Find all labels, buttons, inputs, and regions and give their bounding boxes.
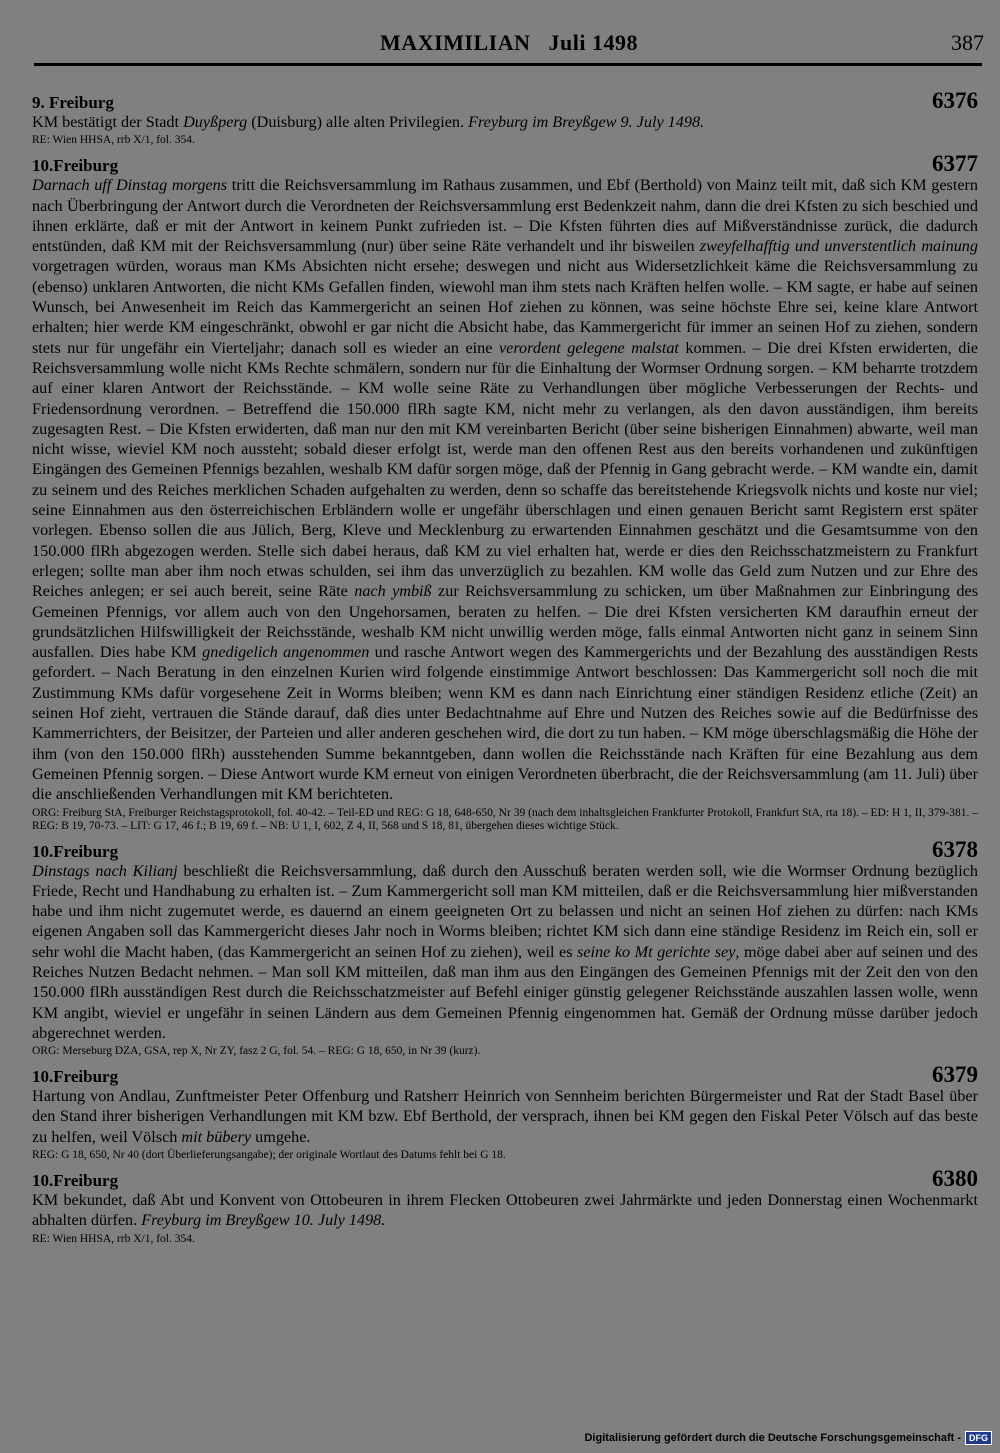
entry-source-note: REG: G 18, 650, Nr 40 (dort Überlieferungsangabe); der originale Wortlaut des Datums fehlt bei G 18. <box>32 1149 506 1162</box>
quoted-source-text: Darnach uff Dinstag morgens <box>32 176 228 195</box>
entry-text-segment: und rasche Antwort wegen des Kammergerichts und der Bezahlung des ausständigen Rests gefordert. – Nach Beratung in den einzelnen Kurien wird folgende einstimmige Antwort beschlossen: Das Kammergericht soll noch die mit Zustimmung KMs dafür vorgesehene Zeit in Worms bleiben; wenn KM es dann nach Einrichtung einer ständigen Residenz etliche (Zeit) an seinen Hof zieht, vertrauen die Stände darauf, daß dies unter Bedachtnahme auf Ehre und Nutzen des Reiches sowie auf die Bedürfnisse des Kammerrichters, der Beisitzer, der Parteien und aller anderen geschehen wird, die dort zu tun haben. – KM möge überschlagsmäßig die Höhe der ihm (von den 150.000 flRh) ausstehenden Summe bekanntgeben, dann wollen die Reichsstände nach Kräften für eine Bezahlung aus dem Gemeinen Pfennig sorgen. – Diese Antwort wurde KM erneut von einigen Verordneten überbracht, die der Reichsversammlung (am 11. Juli) über die anschließenden Verhandlungen mit KM berichteten. <box>32 643 978 804</box>
quoted-source-text: verordent gelegene malstat <box>498 338 679 357</box>
entry-number: 6379 <box>932 1062 978 1088</box>
quoted-source-text: Dinstags nach Kilianj <box>32 861 178 880</box>
entry-source-note: RE: Wien HHSA, rrb X/1, fol. 354. <box>32 134 195 147</box>
page-header <box>34 30 984 64</box>
entry-text-segment: KM bekundet, daß Abt und Konvent von Ottobeuren in ihrem Flecken Ottobeuren zwei Jahrmärkte und jeden Donnerstag einen Wochenmarkt abhalten dürfen. <box>32 1191 978 1230</box>
quoted-source-text: nach ymbiß <box>354 582 432 601</box>
dfg-logo: DFG <box>965 1431 992 1445</box>
entry-place: 10.Freiburg <box>32 1067 119 1087</box>
entry-place: 10.Freiburg <box>32 1171 119 1191</box>
regest-entry <box>32 88 978 147</box>
entry-text <box>32 861 978 1044</box>
entry-place: 9. Freiburg <box>32 93 114 112</box>
running-title: MAXIMILIAN Juli 1498 <box>380 30 638 55</box>
regest-entry <box>32 151 978 832</box>
entry-heading <box>32 1166 978 1190</box>
header-rule <box>34 63 982 66</box>
entry-text-segment: (Duisburg) alle alten Privilegien. <box>247 113 469 131</box>
quoted-source-text: gnedigelich angenommen <box>202 643 370 662</box>
entry-text-segment: , möge dabei aber auf seinen und des Reiches Nutzen Bedacht nehmen. – Man soll KM mitteilen, daß man ihm aus den Eingängen des Gemeinen Pfennigs mit der Zeit den von den 150.000 flRh ausständigen Rest durch die Reichsschatzmeister auf Befehl einiger günstig gelegener Reichsstände auszahlen lassen wolle, wenn KM angibt, wieviel er ungefähr in seinen Ländern aus dem Gemeinen Pfennig eingenommen hat. Gemäß der Ordnung müsse darüber jedoch abgerechnet werden. <box>32 942 978 1042</box>
footer <box>584 1431 992 1445</box>
footer-credit: Digitalisierung gefördert durch die Deutsche Forschungsgemeinschaft - <box>584 1432 961 1444</box>
quoted-source-text: Duyßperg <box>183 113 248 131</box>
entry-place: 10.Freiburg <box>32 841 119 861</box>
entry-text-segment: beschließt die Reichsversammlung, daß durch den Ausschuß beraten werden soll, wie die Wormser Ordnung bezüglich Friede, Recht und Handhabung zu erhalten ist. – Zum Kammergericht soll man KM mitteilen, daß er die Reichsversammlung hier mißverstanden habe und ihm nicht zugemutet werde, es dauernd an einem geeigneten Ort zu belassen und nicht an seinen Hof ziehen zu dürfen: nach KMs eigenen Angaben soll das Kammergericht dieses Jahr noch in Worms bleiben; richtet KM sich dann eine ständige Residenz im Reich ein, soll er sehr wohl die Macht haben, (das Kammergericht an seinen Hof zu ziehen), weil es <box>32 861 978 961</box>
entry-source-note: ORG: Freiburg StA, Freiburger Reichstagsprotokoll, fol. 40-42. – Teil-ED und REG: G 18, 648-650, Nr 39 (nach dem inhaltsgleichen Frankfurter Protokoll, Frankfurt StA, rta 18). – ED: H 1, II, 379-381. – REG: B 19, 70-73. – LIT: G 17, 46 f.; B 19, 69 f. – NB: U 1, I, 602, Z 4, II, 568 und S 18, 81, übergehen dieses wichtige Stück. <box>32 806 978 832</box>
entry-source-note: RE: Wien HHSA, rrb X/1, fol. 354. <box>32 1232 195 1245</box>
regest-entry <box>32 1062 978 1162</box>
entry-text-segment: KM bestätigt der Stadt <box>32 113 184 131</box>
entry-number: 6378 <box>932 836 978 862</box>
page-number: 387 <box>951 30 984 55</box>
entry-text-segment: umgehe. <box>251 1127 311 1146</box>
quoted-source-text: zweyfelhafftig und unverstentlich mainung <box>699 237 978 256</box>
entry-heading <box>32 1062 978 1086</box>
quoted-source-text: seine ko Mt gerichte sey <box>577 942 736 961</box>
entry-text <box>32 1190 978 1231</box>
entry-place: 10.Freiburg <box>32 156 119 176</box>
entry-text-segment: vorgetragen würden, woraus man KMs Absichten nicht ersehe; deswegen und nicht aus Widersetzlichkeit käme die Reichsversammlung zu (ebenso) unklaren Antworten, die nicht KMs Gefallen finden, wiewohl man ihm stets nach Kräften helfen wolle. – KM sagte, er habe auf seinen Wunsch, bei Anwesenheit im Reich das Kammergericht an seinen Hof ziehen zu können, was seine höchste Ehre sei, keine klare Antwort erhalten; hier werde KM eingeschränkt, obwohl er gar nicht die Absicht habe, das Kammergericht für immer an seinen Hof zu ziehen, sondern stets nur für ungefähr ein Vierteljahr; danach soll es wieder an eine <box>32 257 978 357</box>
entry-text-segment: zur Reichsversammlung zu schicken, um über Maßnahmen zur Einbringung des Gemeinen Pfennigs, vor allem auch von den Ungehorsamen, beraten zu helfen. – Die drei Kfsten versicherten KM daraufhin erneut der grundsätzlichen Hilfswilligkeit der Reichsstände, weshalb KM nicht unwillig werden möge, falls einmal Antworten nicht ganz in seinem Sinn ausfallen. Dies habe KM <box>32 582 978 662</box>
entry-heading <box>32 88 978 112</box>
entry-source-note: ORG: Merseburg DZA, GSA, rep X, Nr ZY, fasz 2 G, fol. 54. – REG: G 18, 650, in Nr 39 (kurz). <box>32 1045 481 1058</box>
entry-number: 6380 <box>932 1166 978 1192</box>
quoted-source-text: Freyburg im Breyßgew 9. July 1498. <box>468 113 705 131</box>
entry-text <box>32 112 978 132</box>
entry-heading <box>32 151 978 175</box>
entry-text <box>32 175 978 804</box>
entry-text <box>32 1086 978 1147</box>
entry-text-segment: tritt die Reichsversammlung im Rathaus zusammen, und Ebf (Berthold) von Mainz teilt mit, daß sich KM gestern nach Überbringung der Antwort durch die Verordneten der Reichsversammlung erst Bedenkzeit nahm, dann die drei Kfsten zu sich beschied und ihnen erklärte, daß er mit der Antwort in keinem Punkt zufrieden ist. – Die Kfsten führten dies auf Mißverständnisse zurück, die dadurch entstünden, daß KM mit der Reichsversammlung (nur) über seine Räte verhandelt und ihr bisweilen <box>32 176 979 256</box>
quoted-source-text: mit bübery <box>181 1127 252 1146</box>
regest-entry <box>32 1166 978 1246</box>
entry-number: 6376 <box>932 88 978 113</box>
entry-text-segment: kommen. – Die drei Kfsten erwiderten, die Reichsversammlung wolle nicht KMs Rechte schmälern, sondern nur für die Einhaltung der Wormser Ordnung sorgen. – KM beharrte trotzdem auf einer klaren Antwort der Reichsstände. – KM wolle seine Räte zu Verhandlungen über mögliche Verbesserungen der Rechts- und Friedensordnung verordnen. – Betreffend die 150.000 flRh sagte KM, nicht mehr zu verlangen, als den davon ausständigen, ihm bereits zugesagten Rest. – Die Kfsten erwiderten, daß man nur den mit KM vereinbarten Bericht (über seine bisherigen Einnahmen) abwarte, weil man nicht wisse, wieviel KM noch aussteht; sobald dieser erfolgt ist, werde man den offenen Rest aus den bereits vorhandenen und zukünftigen Eingängen des Gemeinen Pfennigs bezahlen, weshalb KM dafür sorgen möge, daß der Pfennig in Gang gebracht werde. – KM wandte ein, damit zu seinem und des Reiches merklichen Schaden aufgehalten zu werden, denn so schaffe das bereitstehende Kriegsvolk nichts und koste nur viel; seine Einnahmen aus den österreichischen Erbländern wolle er ungefähr überschlagen und einen genauen Bericht samt Registern erst später vorlegen. Ebenso sollen die aus Jülich, Berg, Kleve und Mecklenburg zu erwartenden Einnahmen geschätzt und die Gesamtsumme von den 150.000 flRh abgezogen werden. Stelle sich dabei heraus, daß KM zu viel erhalten hat, werde er dies den Reichsschatzmeistern zu Frankfurt erlegen; sollte man aber ihm noch etwas schulden, sei ihm das unverzüglich zu bezahlen. KM wolle das Geld zum Nutzen und zur Ehre des Reiches anlegen; er sei auch bereit, seine Räte <box>32 338 978 601</box>
regesta-list <box>32 88 978 1250</box>
regest-entry <box>32 837 978 1059</box>
entry-text-segment: Hartung von Andlau, Zunftmeister Peter Offenburg und Ratsherr Heinrich von Sennheim berichten Bürgermeister und Rat der Stadt Basel über den Stand ihrer bisherigen Verhandlungen mit KM bzw. Ebf Berthold, der versprach, ihnen bei KM gegen den Fiskal Peter Völsch auf das beste zu helfen, weil Völsch <box>32 1087 978 1146</box>
quoted-source-text: Freyburg im Breyßgew 10. July 1498. <box>141 1211 386 1230</box>
entry-heading <box>32 837 978 861</box>
entry-number: 6377 <box>932 151 978 177</box>
